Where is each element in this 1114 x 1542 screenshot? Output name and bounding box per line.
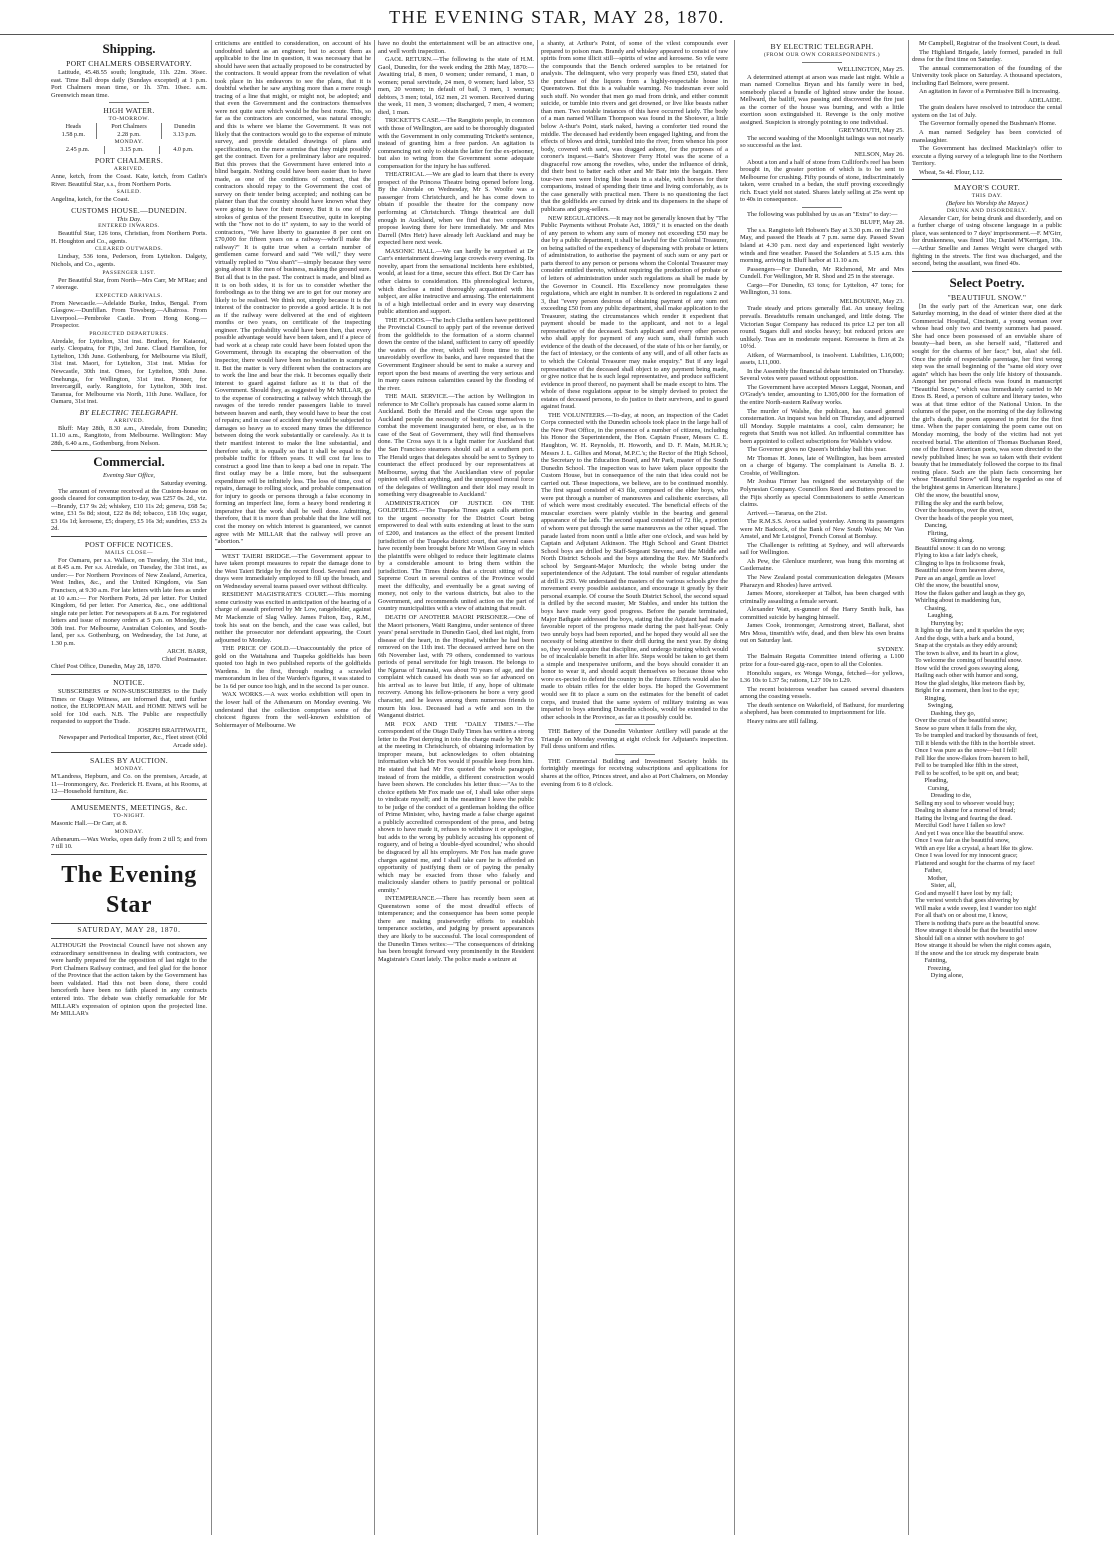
telegram: Mr Thomas H. Jones, late of Wellington, has been arrested on a charge of bigamy. The complainant is Amelia B. J. Crosbie, of Wellington. bbox=[740, 454, 904, 477]
poem-line: Over the housetops, over the street, bbox=[915, 507, 1005, 515]
mails-close-label: MAILS CLOSE— bbox=[104, 549, 154, 556]
news-item: THE PRICE OF GOLD.—Unaccountably the price of gold on the Waitahuna and Tuapeka goldfields has been quoted too high in two published reports of the goldfields Wardens. In the first, through reading a scrawled memorandum in lieu of the Warden's figures, it was stated to be 1s 6d per ounce too high, and in the second 1s per ounce. bbox=[215, 645, 371, 690]
column-rule bbox=[537, 40, 538, 1535]
poem-line: There is nothing that's pure as the beautiful snow. bbox=[915, 919, 1040, 927]
cleared-label: CLEARED OUTWARDS. bbox=[94, 246, 164, 253]
leader-text: ALTHOUGH the Provincial Council have not shown any extraordinary sensitiveness in dealing with contractors, we were hardly prepared for the opposition of last night to the Port Chalmers Railway contract, and feel glad for the honor of the Province that the action taken by the Government has been validated. Had this not been done, there could henceforth have been no faith placed in any contracts entered into. The debate was chiefly remarkable for Mr MILLAR's expression of opinion upon the projected line. Mr MILLAR's bbox=[51, 942, 207, 1018]
projected-text: Airedale, for Lyttelton, 31st inst. Bruthen, for Kaiaorai, early. Cleopatra, for Fijis, 3rd June. Claud Hamilton, for Lyttelton, 13th June. Gothenburg, for Melbourne via Bluff, 31st inst. Maori, for Lyttelton, 31st inst. Midas for Newcastle, 30th inst. Omeo, for Lyttelton, 30th June. Onehunga, for Wellington, 31st inst. Pioneer, for Invercargill, early. Rangitoto, for Lyttelton, 30th inst. Taranua, for Melbourne via North, 11th June. Wallace, for Oamaru, 31st inst. bbox=[51, 337, 207, 406]
poem-line: Once I was fair as the beautiful snow, bbox=[915, 837, 1010, 845]
news-item: THE FLOODS.—The Inch Clutha settlers have petitioned the Provincial Council to apply part of the revenue derived from the goldfields to the formation of a storm channel down the centre of the island, sufficient to carry off speedily the waters of the river, which will from time to time unavoidably overflow its banks, and have requested that the Government Engineer should be sent to make a survey and report upon the best means of averting the very serious and in many cases ruinous calamities caused by the flooding of the river. bbox=[378, 316, 534, 392]
dateline: NELSON, May 26. bbox=[854, 151, 904, 159]
telegram: Aitken, of Warrnambool, is insolvent. Liabilities, L16,000; assets, L11,000. bbox=[740, 351, 904, 367]
column-3 bbox=[378, 40, 534, 1535]
high-water-heading: HIGH WATER. bbox=[103, 106, 155, 116]
telegram: James Moore, storekeeper at Talbot, has been charged with criminally assaulting a female servant. bbox=[740, 590, 904, 605]
poem-line: Dancing, bbox=[915, 522, 948, 530]
dateline: ADELAIDE. bbox=[1028, 96, 1062, 104]
poem-body bbox=[912, 492, 1062, 980]
poem-line: Oh! the snow, the beautiful snow, bbox=[915, 492, 1000, 500]
post-signature-title: Chief Postmaster. bbox=[161, 655, 207, 663]
passenger-label: PASSENGER LIST. bbox=[102, 269, 156, 276]
divider bbox=[51, 799, 207, 800]
news-item: THE Battery of the Dunedin Volunteer Artillery will parade at the Triangle on Monday evening at eight o'clock for Adjutant's inspection. Full dress uniform and rifles. bbox=[541, 728, 728, 751]
auction-text: M'Landress, Hepburn, and Co. on the premises, Arcade, at 11—Ironmongery, &c. Frederick H. Evans, at his Rooms, at 12—Household furniture, &c. bbox=[51, 773, 207, 796]
poem-line: Pure as an angel, gentle as love! bbox=[915, 574, 996, 582]
telegraph-text: Bluff: May 28th, 8.30 a.m., Airedale, from Dunedin; 11.10 a.m., Rangitoto, from Melbourne. Wellington: May 28th, 6.40 a.m., Gothenburg, from Nelson. bbox=[51, 424, 207, 447]
tide-cell: 3.15 p.m. bbox=[105, 146, 160, 154]
poem-line: Father, bbox=[915, 867, 942, 875]
customs-heading: CUSTOMS HOUSE.—DUNEDIN. bbox=[71, 205, 187, 215]
divider bbox=[912, 271, 1062, 272]
telegraph-heading: BY ELECTRIC TELEGRAPH. bbox=[770, 42, 874, 51]
divider bbox=[215, 549, 371, 550]
electric-telegraph-heading: BY ELECTRIC TELEGRAPH. bbox=[79, 407, 179, 417]
newspaper-banner: The Evening Star bbox=[61, 861, 197, 918]
post-text: For Oamaru, per s.s. Wallace, on Tuesday, the 31st inst., at 8.45 a.m. Per s.s. Airedale, on Tuesday, the 31st inst., as under:— For Northern Provinces of New Zealand, America, West Indies, &c., and the United Kingdom, via San Francisco, at 9.30 a.m. For late letters with late fees as under at 10 a.m.:— For Northern Ports, 2d per letter. For United Kingdom, 6d per letter. For America, &c., one additional single rate per letter. For newspapers at 8 a.m. For registered letters and issue of money orders at 5 p.m. on Monday, the 30th inst. For Melbourne, Australian Colonies, and South-land, per s.s. Gothenburg, on Wednesday, the 1st June, at 1.30 p.m. bbox=[51, 556, 207, 647]
column-rule bbox=[908, 40, 909, 1535]
mayors-court-text: Alexander Carr, for being drunk and disorderly, and on a further charge of using obscene language in a public place, was sentenced to 7 days' imprisonment.—F. M'Girr, for drunkenness, was fined 10s; Daniel M'Kerrigan, 10s.—Arthur Smellie and James Wright were charged with fighting in the streets. The first was discharged, and the second, being the assailant, was fined 40s. bbox=[912, 214, 1062, 268]
dateline: WELLINGTON, May 25. bbox=[837, 66, 904, 73]
amusements-text: Masonic Hall.—Dr Carr, at 8. bbox=[51, 820, 128, 827]
column-1 bbox=[51, 40, 207, 1535]
column-rule bbox=[734, 40, 735, 1535]
poem-line: It lights up the face, and it sparkles the eye; bbox=[915, 627, 1025, 635]
telegram: Arrived.—Tararua, on the 21st. bbox=[747, 509, 828, 517]
poem-line: The town is alive, and its heart in a glow, bbox=[915, 649, 1019, 657]
poem-line: Fell like the snow-flakes from heaven to hell, bbox=[915, 754, 1030, 762]
expected-text: From Newcastle.—Adelaide Burke, Indus, Bengal. From Glasgow.—Dunfillan. From Towsberg.—Albatross. From Liverpool.—Pembroke Castle. From Hong Kong.—Prospector. bbox=[51, 299, 207, 330]
news-item: NEW REGULATIONS.—It may not be generally known that by "The Public Payments without Probate Act, 1869," it is enacted on the death of any person to whom any sum of money not exceeding £50 may be due by a public department, it shall be lawful for the Colonial Treasurer, on being satisfied of the expediency of dispensing with probate or letters of administration, to authorise the payment of such sum or any part or parts thereof to any person or persons whom the Colonial Treasurer may consider entitled thereto, without requiring the production of probate or of letters of administration under such regulations as shall be made by the Governor in Council. His Excellency now promulgates these regulations, which are eight in number. It is ordered in regulations 2 and 3, that "every person desirous of obtaining payment of any sum not exceeding £50 from any public department, shall make application to the Treasurer, stating the circumstances which render it expedient that payment should be made to the applicant, and not to a legal representative of the deceased. Such applicant and every other person who shall apply for payment of any such sum, shall furnish such evidence of the death of the deceased, of the state of his or her family, or the fact of intestacy, or the contents of any will, and of all other facts as to which the Colonial Treasurer may make enquiry." But if any legal representative of the deceased shall object to any payment being made, or give notice that he is such legal representative, and produce sufficient evidence in proof thereof, no payment shall be made except to him. The whole of these regulations appear to be simply devised to protect the estates of deceased persons, to do justice to their survivors, and to guard against fraud. bbox=[541, 214, 728, 411]
telegram: Honolulu sugars, ex Wonga Wonga, fetched—for yellows, L36 10s to L37 5s; rations, L27 10s to L29. bbox=[740, 669, 904, 685]
poem-line: To welcome the coming of beautiful snow. bbox=[915, 657, 1023, 665]
telegram: Cargo—For Dunedin, 63 tons; for Lyttelton, 47 tons; for Wellington, 31 tons. bbox=[740, 281, 904, 297]
commercial-text: The amount of revenue received at the Custom-house on goods cleared for consumption to-day, was £257 0s. 2d., viz.—Brandy, £17 9s 2d; whiskey, £10 11s 2d; geneva, £68 5s; wine, £31 5s 8d; stout, £22 8s 8d; tobacco, £18 10s; sugar, £3 16s 1d; kerosene, £5; drapery, £5 16s 3d; sundries, £53 2s 2d. bbox=[51, 487, 207, 533]
tide-header: Dunedin bbox=[162, 123, 207, 131]
arrived-text: Anne, ketch, from the Coast. Kate, ketch, from Catlin's River. Beautiful Star, s.s., from Northern Ports. bbox=[51, 173, 207, 188]
poem-line: Skimming along. bbox=[915, 537, 975, 545]
divider bbox=[51, 752, 207, 753]
news-item: MR FOX AND THE "DAILY TIMES."—The correspondent of the Otago Daily Times has written a strong letter to the Post denying in toto the charge made by Mr Fox at the meeting in Christchurch, of obtaining information by improper means, but acknowledges to often obtaining information which Mr Fox would if possible keep from him. He stated that had Mr Fox quoted the whole paragraph instead of from the middle, a different construction would have been shown. He concludes his letter thus:—"As to the choice epithets Mr Fox made use of, I shall take other steps to vindicate myself; and in the meantime I leave the public to be judge of the conduct of a gentleman holding the office of Prime Minister, who, having made a false charge against a publicly accredited correspondent of the press, and being shown to have made it, refuses to withdraw it or apologise, but adds to the wrong by publicly accusing his opponent of roguery, and of being a 'double-dyed scoundrel,' who should be disgraced by all his employers. Mr Fox has made grave charges against me, and I shall take care he is afforded an opportunity of justifying them or of paying the penalty which may be exacted from those who falsely and maliciously slander others to justify personal or political enmity." bbox=[378, 720, 534, 894]
news-item: INTEMPERANCE.—There has recently been seen at Queenstown some of the most dreadful effects of intemperance; and the consequence has been some people there are making praiseworthy efforts to establish temperance societies, and judging by present appearances they are likely to be successful. The local correspondent of the Dunedin Times writes:—"The consequences of drinking has been brought forward very prominently in the Resident Magistrate's Court lately. The police made a seizure at bbox=[378, 895, 534, 963]
poem-line: Flirting, bbox=[915, 529, 949, 537]
telegram: A man named Sedgeley has been convicted of manslaughter. bbox=[912, 129, 1062, 144]
divider bbox=[802, 207, 842, 208]
telegram: Wheat, 5s 4d. Flour, L12. bbox=[919, 168, 985, 176]
notice-text: SUBSCRIBERS or NON-SUBSCRIBERS to the Daily Times or Otago Witness, are informed that, until further notice, the EUROPEAN MAIL and HOME NEWS will be sold for 10d each. N.B. The Public are respectfully requested to support the Trade. bbox=[51, 687, 207, 726]
poem-line: Till it blends with the filth in the horrible street. bbox=[915, 739, 1036, 747]
news-item: ADMINISTRATION OF JUSTICE ON THE GOLDFIELDS.—The Tuapeka Times again calls attention to the urgent necessity for the District Court being empowered to deal with suits extending at least to the sum of £200, and instances as the effect of the present limited jurisdiction of the Tuapeka district court, that several cases have recently been brought before Mr Wilson Gray in which the plaintiffs were obliged to reduce their legitimate claims by a considerable amount to bring them within the jurisdiction. The Times thinks that a circuit sitting of the Supreme Court in several centres of the Province would meet the difficulty, and eventually be a great saving of money, not only to the various districts, but also to the Government, and recommends united action on the part of country municipalities with a view of attaining that result. bbox=[378, 499, 534, 613]
poem-line: To be trampled and tracked by thousands of feet, bbox=[915, 732, 1038, 740]
masthead-title: THE EVENING STAR, MAY 28, 1870. bbox=[389, 7, 725, 27]
telegram: The Highland Brigade, lately formed, paraded in full dress for the first time on Saturday. bbox=[912, 48, 1062, 64]
telegram: Mr Campbell, Registrar of the Insolvent Court, is dead. bbox=[919, 40, 1061, 47]
poem-line: Selling my soul to whoever would buy; bbox=[915, 799, 1015, 807]
telegram: The Challenger is refitting at Sydney, and will afterwards sail for Wellington. bbox=[740, 541, 904, 557]
news-item: RESIDENT MAGISTRATE'S COURT.—This morning some curiosity was excited in anticipation of the hearing of a charge of assault preferred by Mr Low, rangeholder, against Mr Mackenzie of Slag Valley. James Fulton, Esq., R.M., took his seat on the bench, and the case was called, but neither the prosecutor nor defendant appearing, the Court adjourned to Monday. bbox=[215, 591, 371, 644]
telegram: The R.M.S.S. Avoca sailed yesterday. Among its passengers were Mr Badcock, of the Bank of New South Wales; Mr Van Amstel, and Mr Leisignol, French Consul at Bombay. bbox=[740, 518, 904, 541]
telegram: The Governor gives no Queen's birthday ball this year. bbox=[747, 446, 887, 454]
poem-line: Chasing, bbox=[915, 604, 947, 612]
poem-line: If the snow and the ice struck my desperate brain bbox=[915, 949, 1039, 957]
column-rule bbox=[211, 40, 212, 1535]
news-item: DEATH OF ANOTHER MAORI PRISONER.—One of the Maori prisoners, Waiti Rangimu, under sentence of three years' penal servitude in Dunedin Gaol, died last night, from disease of the heart, in the Hospital, whither he had been removed on the 11th inst. The deceased arrived here on the 6th November last, with 79 others, condemned to various periods of penal servitude for high treason. He belongs to the Ngarua of Taranaki, was about 70 years of age, and the complaint which caused his death was so far advanced on his arrival as to leave but little, if any, hope of ultimate recovery. Among his fellow-prisoners he bore a very good character, and he leaves among them numerous friends to mourn his loss. Deceased had a wife and son in the Wanganui district. bbox=[378, 614, 534, 720]
amusements-text: Athenæum.—Wax Works, open daily from 2 till 5; and from 7 till 10. bbox=[51, 835, 207, 851]
notice-signature: JOSEPH BRAITHWAITE, bbox=[137, 726, 207, 734]
tide-cell: 4.0 p.m. bbox=[159, 146, 207, 154]
telegram: The murder of Walshe, the publican, has caused general consternation. An inquest was held on Thursday, and adjourned till Monday. Supple maintains a cool, calm demeanor; he regrets that Smith was not killed. An influential committee has been appointed to collect subscriptions for Walshe's widow. bbox=[740, 407, 904, 445]
tide-table bbox=[51, 146, 207, 154]
poem-line: Flying to kiss a fair lady's cheek, bbox=[915, 552, 998, 560]
poem-line: Dashing, they go, bbox=[915, 709, 976, 717]
telegram: The s.s. Rangitoto left Hobson's Bay at 3.30 p.m. on the 23rd May, and passed the Heads at 7 p.m. same day. Passed Swan Island at 4.30 p.m. next day and experienced light westerly winds and fine weather. Passed the Solanders at 5.15 a.m. this morning, arriving in Bluff harbor at 11.10 a.m. bbox=[740, 226, 904, 265]
poem-line: Merciful God! have I fallen so low? bbox=[915, 822, 1006, 830]
poem-line: Hailing each other with humor and song, bbox=[915, 672, 1019, 680]
observatory-text: Latitude, 45.48.55 south; longitude, 11h. 22m. 36sec. east. Time Ball drops daily (Sundays excepted) at 1 p.m. Port Chalmers mean time, or 1h. 37m. 10sec. a.m. Greenwich mean time. bbox=[51, 69, 207, 99]
telegram: An agitation in favor of a Permissive Bill is increasing. bbox=[919, 88, 1060, 96]
telegram: A determined attempt at arson was made last night. While a man named Cornelius Bryan and his family were in bed, somebody placed a bundle of lighted straw under the house. Mellward, the bailiff, was passing and discovered the fire just as the corner of the house was burning, and with a little exertion soon extinguished it. Revenge is the only motive assigned. Suspicion is strongly pointing to one individual. bbox=[740, 73, 904, 126]
telegram: The recent boisterous weather has caused several disasters among the coasting vessels. bbox=[740, 685, 904, 701]
poem-line: Should fall on a sinner with nowhere to go! bbox=[915, 934, 1025, 942]
tide-header: Port Chalmers bbox=[96, 123, 162, 131]
leader-continued: criticisms are entitled to consideration, on account of his undoubted talent as an engineer; but to accept them as applicable to the line in question, it was necessary that he should have seen that actually proposed to be constructed by the contractors. It would appear from the revelation of what took place in his endeavors to see the plans, that it is doubtful whether he saw anything more than a mere rough tracing of a line that might, or might not, be adopted; and that even the Government and the contractors themselves were not quite sure which would be the best route. This, so far as the contractors are concerned, was natural enough; and this is where we blame the Government. It was not likely that the contractors would go to the expense of minute survey, and provide detailed drawings of plans and specifications, on the mere surmise that they might possibly get the contract. Even for a preliminary labor are required. But this proves that the Government have entered into a blind bargain. Nothing could have been easier than to have made, as one of the conditions of contract, that the contractors should repay to the Government the cost of survey on their tender being accepted; and nothing can be plainer than that the country should have known what they were going to have for their money. But it is one of the strokes of genius of the present Executive, quite in keeping with the "how not to do it" system, to say to the world of contractors, "We have liberty to guarantee 8 per cent on £70,000 for fifteen years on a railway—who'll make the railway?" It is quite true when a certain number of gentlemen came forward and said "We will," they were virtually replied to "You shan't"—simply because they were going about it like men of business, making the ground sure. But all that is in the past. The contract is made, and blind as it is on both sides, it is for us to consider whether the forebodings as to the thing we are to get for our money are likely to be realised. We think not, simply because it is the interest of the contractor to provide a good article. It is not as if the railway were delivered at the end of eighteen months or two years, on certificate of the inspecting engineer. The probability would have been then, that every possible advantage would have been taken, and if a piece of bad work at a cheap rate could have been foisted upon the Government, through its escaping the observation of the inspector, there would have been no hesitation in scamping it. But the matter is very different when the contractors are to work the line and bear the risk. It becomes equally their interest to guard against failure as it is that of the Government. Should they, as suggested by Mr MILLAR, go to the expense of constructing a railway which through the ravages of the teredo render passengers liable to travel between heaven and earth, they would have to bear the cost of repairs; and in case of accident they would be subjected to damages so heavy as to exceed many times the difference between doing the work substantially or carelessly. As it is their manifest interest to make the line substantial, and therefore safe, it is equally so that it shall be equal to the probable traffic for fifteen years. It will cost far less to construct a good line than to keep a bad one in repair. The first outlay may be a little more, but the subsequent expenditure will be infinitely less. The loss of time, cost of repairs, damage to rolling stock, and probable compensation for injury to goods or persons through a false economy in forming an imperfect line, form a heavy bond rendering it imperative that the work shall be well done. Admitting, therefore, that it is more than probable that the line will not cost the money on which interest is guaranteed, we cannot agree with Mr MILLAR that the railway will prove an "abortion." bbox=[215, 40, 371, 546]
expected-label: EXPECTED ARRIVALS. bbox=[95, 292, 163, 299]
dateline: MELBOURNE, May 23. bbox=[839, 297, 904, 305]
poem-line: How wild the crowd goes swaying along, bbox=[915, 664, 1020, 672]
auction-monday: MONDAY. bbox=[114, 766, 144, 773]
poem-line: Once I was loved for my innocent grace; bbox=[915, 852, 1018, 860]
poem-line: Beautiful snow from heaven above, bbox=[915, 567, 1005, 575]
divider bbox=[615, 724, 655, 725]
divider bbox=[51, 923, 207, 924]
poem-line: Sister, all, bbox=[915, 882, 956, 890]
poem-line: Dealing in shame for a morsel of bread; bbox=[915, 807, 1016, 815]
poem-intro: [In the early part of the American war, one dark Saturday morning, in the dead of winter there died at the Commercial Hospital, Cincinatti, a young woman over whose head only two and twenty summers had passed. She had once been possessed of an enviable share of beauty—had been, as she herself said, "flattered and sought for the charms of her face;" but, alas! she fell. Once the pride of respectable parentage, her first wrong step was the small beginning of the "same old story over again" which has been the only life history of thousands. Amongst her personal effects was found in manuscript "Beautiful Snow," which was immediately carried to Mr Enos B. Reed, a person of culture and literary tastes, who was at that time editor of the National Union. In the columns of the paper, on the morning of the day following the girl's death, the poem appeared in print for the first time. When the paper containing the poem came out on Monday morning, the body of the victim had not yet received burial. The attention of Thomas Buchanan Reed, one of the finest American poets, was soon directed to the newly published lines; he was so taken with their evident beauty that he immediately followed the corpse to its final resting place. Such are the plain facts concerning her whose "Beautiful Snow" will long be regarded as one of the brightest gems in American literature.] bbox=[912, 302, 1062, 491]
divider bbox=[109, 102, 149, 103]
sailed-text: Angelina, ketch, for the Coast. bbox=[51, 196, 130, 204]
before-mayor: (Before his Worship the Mayor.) bbox=[946, 200, 1028, 208]
projected-label: PROJECTED DEPARTURES. bbox=[89, 330, 169, 337]
amusements-heading: AMUSEMENTS, MEETINGS, &c. bbox=[70, 803, 188, 812]
tide-cell: 3.13 p.m. bbox=[162, 131, 207, 139]
column-6 bbox=[912, 40, 1062, 1535]
column-5 bbox=[740, 40, 904, 1535]
news-item: THEATRICAL.—We are glad to learn that there is every prospect of the Princess Theatre being opened before long. By the Airedale on Wednesday, Mr S. Woolfe was a passenger from Christchurch, and he has come down to obtain if possible the theatre for the company now performing at Christchurch. Things theatrical are dull enough in Auckland, when we find that two companies propose leaving there for here immediately. Mr and Mrs Darrell (Mrs Heir) have already left Auckland and may be expected here next week. bbox=[378, 171, 534, 247]
poem-line: How the glad sleighs, like meteors flash by, bbox=[915, 679, 1025, 687]
poem-line: Will make a wide sweep, lest I wander too nigh! bbox=[915, 904, 1037, 912]
commercial-heading: Commercial. bbox=[93, 454, 165, 470]
dateline: GREYMOUTH, May 25. bbox=[838, 127, 904, 135]
tonight-label: TO-NIGHT. bbox=[112, 813, 146, 819]
news-item: a shanty, at Arthur's Point, of some of the vilest compounds ever prepared to poison man. Brandy and whiskey appeared to consist of raw spirits from some illicit still—spirits of wine and kerosene. So vile were the compounds that the Bench ordered samples to be retained for analysis. The delinquent, who very properly was fined £50, stated that the purchase of the liquors from a highly-respectable house in Queenstown. But this is a valuable warning. No tradesman ever sold such stuff. No wonder that men go mad from drink, and either commit suicide, or tumble into rivers and get drowned, or live like beasts rather than men. Two notable instances of this have occurred lately. The body of a man named William Thompson was found in the Shotover, a little below A-thur's Point, stark naked, having a comforter tied round the middle. The deceased had evidently been engaged lighting, and from the effects of blows and drink, tumbled into the river, from whence his poor body, covered with sand, was dragged ashore, for the purposes of a coroner's inquest.—Bair's Shotover Ferry Hotel was the scene of a disgraceful row among the rowdies, who, under the influence of drink, did their best to batter each other and Mr Bair into the bargain. Here tour-two men were living like beasts in a stable, with horses for their companions, instead of spending their time and living comfortably, as is the case generally with practical men. There is no questioning the fact that the goldfields are cursed by drink and its dispensers in the shape of publicans and grog-sellers. bbox=[541, 40, 728, 214]
tide-cell: 2.45 p.m. bbox=[65, 146, 90, 154]
news-item: have no doubt the entertainment will be an attractive one, and well worth inspection. bbox=[378, 40, 534, 55]
tide-header: Heads bbox=[65, 123, 82, 131]
tide-cell: 2.28 p.m. bbox=[96, 131, 162, 139]
news-item: WAX WORKS.—A wax works exhibition will open in the lower hall of the Athenæum on Monday evening. We understand that the collection comprises some of the choicest figures from the well-known exhibition of Sohiermayer of Melbourne. We bbox=[215, 691, 371, 729]
dateline: SYDNEY. bbox=[877, 645, 904, 653]
column-4 bbox=[541, 40, 728, 1535]
poem-line: And the dogs, with a bark and a bound, bbox=[915, 634, 1014, 642]
poem-line: With an eye like a crystal, a heart like its glow. bbox=[915, 844, 1033, 852]
entered-text: Beautiful Star, 126 tons, Christian, from Northern Ports. H. Houghton and Co., agents. bbox=[51, 230, 207, 245]
divider bbox=[51, 938, 207, 939]
poem-line: Swinging, bbox=[915, 702, 954, 710]
poem-line: Fell to be trampled like filth in the street, bbox=[915, 762, 1019, 770]
poem-line: Hurrying by; bbox=[915, 619, 964, 627]
telegram: Ah Pew, the Glenluce murderer, was hung this morning at Castlemaine. bbox=[740, 557, 904, 573]
telegram: James Cook, ironmonger, Armstrong street, Ballarat, shot Mrs Moss, tinsmith's wife, dead, and then blew his own brains out on Saturday last. bbox=[740, 622, 904, 645]
poem-line: Oh! the snow, the beautiful snow, bbox=[915, 582, 1000, 590]
entered-label: ENTERED INWARDS. bbox=[98, 223, 160, 230]
poem-line: Clinging to lips in frolicsome freak, bbox=[915, 559, 1006, 567]
news-item: THE Commercial Building and Investment Society holds its fortnightly meetings for receiving subscriptions and applications for shares at the office, Princes street, and also at Port Chalmers, on Monday evening from 6 to 8 o'clock. bbox=[541, 757, 728, 788]
select-poetry-heading: Select Poetry. bbox=[949, 274, 1025, 290]
amusements-monday: MONDAY. bbox=[114, 828, 144, 835]
poem-line: The veriest wretch that goes shivering by bbox=[915, 897, 1019, 905]
telegram: Mr Joshua Firmer has resigned the secretaryship of the Polynesian Company. Councillors Reed and Butters proceed to the Fijis shortly as special Commissioners to settle American claims. bbox=[740, 478, 904, 509]
poem-line: Flattered and sought for the charms of my face! bbox=[915, 859, 1035, 867]
poem-line: And yet I was once like the beautiful snow. bbox=[915, 829, 1024, 837]
poem-line: Filling the sky and the earth below, bbox=[915, 499, 1004, 507]
this-day-label: This Day. bbox=[116, 215, 142, 223]
column-2 bbox=[215, 40, 371, 1535]
commercial-date: Saturday evening. bbox=[160, 479, 207, 487]
poem-line: Snow so pure when it falls from the sky, bbox=[915, 724, 1017, 732]
news-item: WEST TAIERI BRIDGE.—The Government appear to have taken prompt measures to repair the damage done to the West Taieri Bridge by the recent flood. Several men and drays were immediately employed to fill up the breach, and on Wednesday several teams passed over without difficulty. bbox=[215, 552, 371, 590]
news-item: GAOL RETURN.—The following is the state of H.M. Gaol, Dunedin, for the week ending the 28th May, 1870:—Awaiting trial, 8 men, 0 women; under remand, 1 man, 0 women; penal servitude, 24 men, 0 women; hard labor, 53 men, 20 women; in default of bail, 3 men, 1 woman; debtors, 3 men; total, 162 men, 21 women. Received during the week, 11 men, 3 women; discharged, 7 men, 4 women; died, 1 man. bbox=[378, 56, 534, 116]
arrived-label: ARRIVED. bbox=[113, 166, 145, 173]
poem-line: Once I was pure as the snow—but I fell! bbox=[915, 747, 1018, 755]
post-signature-place: Chief Post Office, Dunedin, May 28, 1870. bbox=[51, 663, 162, 671]
this-day-label: THIS DAY. bbox=[971, 193, 1003, 200]
telegram: About a ton and a half of stone from Culliford's reef has been brought in, the greater portion of which is to be sent to Melbourne for crushing. Fifty pounds of stone, indiscriminately taken, were crushed in a bedan, the stuff proving exceedingly rich. Exact yield not stated. Shares lately selling at 25s went up to 40s in consequence. bbox=[740, 158, 904, 204]
column-rule bbox=[374, 40, 375, 1535]
dateline: BLUFF, May 28. bbox=[860, 219, 904, 227]
poem-line: Beautiful snow: it can do no wrong; bbox=[915, 544, 1006, 552]
telegraph-subheading: (FROM OUR OWN CORRESPONDENTS.) bbox=[763, 52, 881, 58]
divider bbox=[615, 754, 655, 755]
post-office-heading: POST OFFICE NOTICES. bbox=[84, 539, 174, 549]
poem-line: Over the crust of the beautiful snow; bbox=[915, 717, 1008, 725]
telegram: The following was published by us as an "Extra" to day:— bbox=[747, 210, 898, 218]
monday-label: MONDAY. bbox=[114, 139, 144, 146]
divider bbox=[51, 674, 207, 675]
notice-signature-desc: Newspaper and Periodical Importer, &c., Fleet street (Old Arcade side). bbox=[58, 734, 207, 749]
telegram: The death sentence on Wakefield, of Bathurst, for murdering a shepherd, has been commuted to imprisonment for life. bbox=[740, 701, 904, 717]
telegram: Passengers—For Dunedin, Mr Richmond, Mr and Mrs Cundell. For Wellington, Mr R. Shod and 25 in the steerage. bbox=[740, 265, 904, 281]
poem-line: Hating the living and fearing the dead. bbox=[915, 814, 1013, 822]
poem-line: Bright for a moment, then lost to the eye; bbox=[915, 687, 1020, 695]
telegram: The Balmain Regatta Committee intend offering a L100 prize for a four-oared gig-race, open to all the Colonies. bbox=[740, 653, 904, 669]
telegram: Alexander Watt, ex-gunner of the Harry Smith hulk, has committed suicide by hanging himself. bbox=[740, 606, 904, 621]
poem-line: Pleading, bbox=[915, 777, 949, 785]
telegram: The Government have accepted Messrs Leggat, Noonan, and O'Grady's tender, amounting to L305,000 for the formation of the entire North-eastern Railway works. bbox=[740, 383, 904, 406]
news-item: THE MAIL SERVICE.—The action by Wellington in reference to Mr Collie's proposals has caused some alarm in Auckland. Both the Herald and the Cross urge upon the Auckland people the necessity of bestirring themselves to combat the movement inaugurated here, or else, as is the case of the Seat of Government, they will find themselves done. The Cross says it is a light matter for Auckland that the San Francisco steamers should call at a southern port. The Herald urges that delegates should be sent to Sydney to counteract the effect produced by our representatives at Melbourne, saying that 'the Aucklandian view of popular opinion will effect anything, and the unopposed moral force of the delegates of Wellington and their idol may result in something very disagreeable to Auckland.' bbox=[378, 393, 534, 499]
poem-line: Fainting, bbox=[915, 957, 948, 965]
telegram: Heavy rains are still falling. bbox=[747, 717, 819, 725]
masthead bbox=[0, 0, 1114, 35]
tide-cell: 1.58 p.m. bbox=[61, 131, 86, 139]
poem-line: Over the heads of the people you meet, bbox=[915, 514, 1014, 522]
telegram: In the Assembly the financial debate terminated on Thursday. Several votes were passed without opposition. bbox=[740, 367, 904, 383]
poem-line: How strange it should be when the night comes again, bbox=[915, 942, 1052, 950]
news-item: THE VOLUNTEERS.—To-day, at noon, an inspection of the Cadet Corps connected with the Dunedin schools took place in the large hall of the New Post Office, in the presence of a number of citizens, including his Honor the Superintendent, the Hon. Captain Fraser, Messrs C. E. Haughton, W. H. Reynolds, H. Howorth, and D. F. Main, M.H.R.'s; Messrs J. L. Gillies and Monat, M.P.C.'s; the Rector of the High School, the Secretary to the Education Board, and Mr Park, master of the South Dunedin School. The inspection was to have taken place opposite the Custom House, but in consequence of the rain that idea could not be carried out. These inspections, we believe, are to be continued monthly. The first squad consisted of 43 file, composed of the elder boys, who were put through a number of manœuvres and calisthenic exercises, all of which were most creditably executed. The beneficial effects of the muscular exercises were plainly visible in the bearing and general appearance of the lads. The second squad consisted of 72 file, a portion of whom were put through the same manœuvres as the other squad. The parade lasted from noon until a little after one o'clock, and was held by Captain and Adjutant Atkinson. The High School and Grant District School boys are drilled by Staff-Sergeant Stevens; and the Middle and North District Schools and the boys attending the Rev. Mr Stanford's school by Sergeant-Major Murdoch; the whole being under the superintendence of the Adjutant. The total number of regular attendants at drill is 293. We understand the masters of the various schools give the movement every possible assistance, and encourage it greatly by their personal example. Of course the South District School, the second squad is drilled by the second master, Mr Stables, and under his tuition the boys have made very good progress. Before the parade terminated, Major Bathgate addressed the boys, stating that the Adjutant had made a favorable report of the progress made during the past half-year. Only two unruly boys had been reported, and he hoped they would all see the necessity of being attentive to their drill during the next year. By doing so, they would acquire that discipline, and undergo training which would be of incalculable benefit in after life. Steps would be taken to get them a simple and inexpensive uniform, and the boys should consider it an honor to wear it, and should acquit themselves so because those who wore ex-pected to defend the country in the future. Efforts would also be made to obtain rifles for the elder boys. He hoped the Government would see fit to place a sum on the estimates for the benefit of cadet corps, and trusted that the same system of military training as was imparted to boys attending Dunedin schools, would be extended to the other schools in the Province, as far as it possibly could be. bbox=[541, 411, 728, 721]
passenger-text: Per Beautiful Star, from North—Mrs Carr, Mr M'Rae; and 7 steerage. bbox=[51, 276, 207, 292]
poem-line: How strange it should be that the beautiful snow bbox=[915, 927, 1038, 935]
auction-heading: SALES BY AUCTION. bbox=[89, 756, 169, 766]
notice-heading: NOTICE. bbox=[113, 677, 145, 687]
poem-line: Dreading to die, bbox=[915, 792, 972, 800]
divider bbox=[51, 854, 207, 855]
divider bbox=[802, 62, 842, 63]
telegram: The annual commemoration of the founding of the University took place on Saturday. A thousand spectators, including Earl Belmore, were present. bbox=[912, 64, 1062, 87]
banner-date: SATURDAY, MAY 28, 1870. bbox=[77, 925, 181, 934]
telegram: The grain dealers have resolved to introduce the cental system on the 1st of July. bbox=[912, 104, 1062, 119]
arrived-label: ARRIVED. bbox=[113, 417, 145, 424]
divider bbox=[51, 536, 207, 537]
poem-line: Ringing, bbox=[915, 694, 947, 702]
poem-title: "BEAUTIFUL SNOW." bbox=[947, 292, 1027, 302]
poem-line: Fell to be scoffed, to be spit on, and beat; bbox=[915, 769, 1019, 777]
poem-line: Cursing, bbox=[915, 784, 950, 792]
news-item: TRICKETT'S CASE.—The Rangitoto people, in common with those of Wellington, are said to be thoroughly disgusted with the Government in only commuting Trickett's sentence, instead of granting him a free pardon. An agitation is commencing not only to obtain the latter for the ex-prisoner, but also to wring from the Government some adequate compensation for the injury he has suffered. bbox=[378, 117, 534, 170]
poem-line: Laughing, bbox=[915, 612, 954, 620]
telegram: Trade steady and prices generally flat. An uneasy feeling prevails. Breadstuffs remain unchanged, and little doing. The Victorian Sugar Company has reduced its price L2 per ton all round. Sugars dull and stocks heavy; but reduced prices are unlikely. Teas are in moderate request. Kerosene is firm at 2s 10½d. bbox=[740, 305, 904, 351]
poem-line: Mother, bbox=[915, 874, 948, 882]
drunk-disorderly-label: DRUNK AND DISORDERLY. bbox=[946, 207, 1028, 214]
divider bbox=[51, 450, 207, 451]
cleared-text: Lindsay, 536 tons, Pederson, from Lyttelton. Dalgety, Nichols, and Co., agents. bbox=[51, 253, 207, 269]
poem-line: Freezing, bbox=[915, 964, 952, 972]
telegram: The Governor formally opened the Bushman's Home. bbox=[919, 120, 1057, 128]
poem-line: Dying alone, bbox=[915, 972, 964, 980]
tide-table bbox=[51, 123, 207, 139]
mayors-court-heading: MAYOR'S COURT. bbox=[954, 183, 1020, 193]
telegram: The Government has declined Mackinlay's offer to execute a flying survey of a telegraph line to the Northern Territory. bbox=[912, 145, 1062, 168]
telegram: The second washing of the Moonlight tailings was not nearly so successful as the last. bbox=[740, 134, 904, 150]
poem-line: For all that's on or about me, I know, bbox=[915, 912, 1008, 920]
divider bbox=[912, 179, 1062, 180]
post-signature: ARCH. BARR, bbox=[167, 648, 207, 656]
port-chalmers-heading: PORT CHALMERS. bbox=[94, 156, 164, 166]
telegram: The New Zealand postal communication delegates (Messrs Pharazyn and Rhodes) have arrived. bbox=[740, 574, 904, 589]
sailed-label: SAILED. bbox=[116, 189, 142, 196]
shipping-heading: Shipping. bbox=[102, 41, 156, 56]
poem-line: Whirling about in maddening fun, bbox=[915, 597, 1001, 605]
news-item: MASONIC HALL.—We can hardly be surprised at Dr Carr's entertainment drawing large crowds every evening. Its novelty, apart from the sensational incidents here exhibited, would, at least for a time, secure this effect. But Dr Carr has other claims to consideration. His phrenological lectures, which disclose a mind thoroughly acquainted with his subject, are alike instructive and amusing. The entertainment is of a high intellectual order and in every way deserving public attention and support. bbox=[378, 247, 534, 316]
port-observatory-heading: PORT CHALMERS OBSERVATORY. bbox=[66, 59, 192, 68]
tomorrow-label: TO-MORROW. bbox=[108, 116, 150, 123]
poem-line: Snap at the crystals as they eddy around; bbox=[915, 642, 1018, 650]
poem-line: How the flakes gather and laugh as they go, bbox=[915, 589, 1026, 597]
commercial-office: Evening Star Office, bbox=[103, 472, 155, 480]
poem-line: God and myself I have lost by my fall; bbox=[915, 889, 1013, 897]
